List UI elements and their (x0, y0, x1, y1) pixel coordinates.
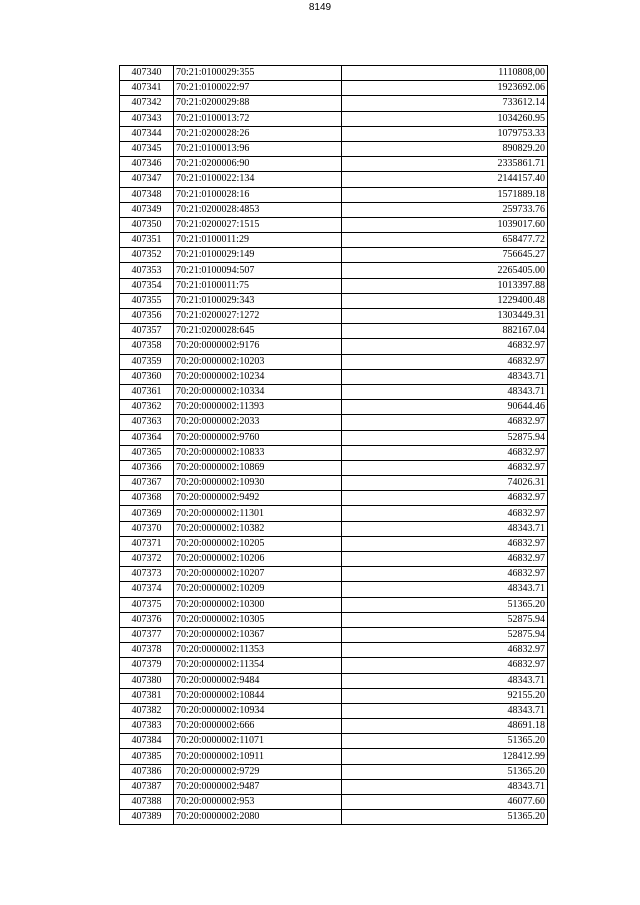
table-row (120, 536, 548, 551)
cadastral-value-cell: 46832.97 (342, 354, 548, 369)
cadastral-value-cell: 90644.46 (342, 400, 548, 415)
cadastral-number-cell: 70:21:0100029:343 (174, 293, 342, 308)
cadastral-value-cell: 51365.20 (342, 597, 548, 612)
row-number-cell: 407383 (120, 719, 174, 734)
row-number-cell: 407359 (120, 354, 174, 369)
table-row (120, 278, 548, 293)
row-number-cell: 407368 (120, 491, 174, 506)
table-row (120, 96, 548, 111)
row-number-cell: 407365 (120, 445, 174, 460)
table-row (120, 248, 548, 263)
cadastral-number-cell: 70:21:0100029:355 (174, 66, 342, 81)
row-number-cell: 407347 (120, 172, 174, 187)
cadastral-value-cell: 658477.72 (342, 233, 548, 248)
cadastral-number-cell: 70:20:0000002:10205 (174, 536, 342, 551)
cadastral-number-cell: 70:20:0000002:9176 (174, 339, 342, 354)
table-row (120, 202, 548, 217)
row-number-cell: 407353 (120, 263, 174, 278)
row-number-cell: 407348 (120, 187, 174, 202)
cadastral-value-cell: 46832.97 (342, 460, 548, 475)
cadastral-number-cell: 70:20:0000002:10367 (174, 627, 342, 642)
table-row (120, 384, 548, 399)
row-number-cell: 407381 (120, 688, 174, 703)
cadastral-number-cell: 70:21:0100011:75 (174, 278, 342, 293)
row-number-cell: 407340 (120, 66, 174, 81)
cadastral-number-cell: 70:21:0200027:1515 (174, 217, 342, 232)
row-number-cell: 407382 (120, 703, 174, 718)
row-number-cell: 407386 (120, 764, 174, 779)
row-number-cell: 407354 (120, 278, 174, 293)
row-number-cell: 407341 (120, 81, 174, 96)
cadastral-number-cell: 70:20:0000002:11071 (174, 734, 342, 749)
cadastral-number-cell: 70:21:0200027:1272 (174, 309, 342, 324)
cadastral-value-cell: 74026.31 (342, 476, 548, 491)
table-row (120, 627, 548, 642)
cadastral-number-cell: 70:20:0000002:10911 (174, 749, 342, 764)
row-number-cell: 407349 (120, 202, 174, 217)
cadastral-number-cell: 70:21:0200028:4853 (174, 202, 342, 217)
table-row (120, 66, 548, 81)
row-number-cell: 407385 (120, 749, 174, 764)
table-row (120, 293, 548, 308)
cadastral-number-cell: 70:20:0000002:10334 (174, 384, 342, 399)
cadastral-number-cell: 70:21:0100028:16 (174, 187, 342, 202)
table-row (120, 141, 548, 156)
table-row (120, 810, 548, 825)
cadastral-number-cell: 70:21:0200028:26 (174, 126, 342, 141)
cadastral-value-cell: 46832.97 (342, 567, 548, 582)
table-row (120, 506, 548, 521)
cadastral-number-cell: 70:20:0000002:10203 (174, 354, 342, 369)
table-row (120, 703, 548, 718)
cadastral-number-cell: 70:21:0100022:134 (174, 172, 342, 187)
cadastral-value-cell: 46832.97 (342, 445, 548, 460)
row-number-cell: 407357 (120, 324, 174, 339)
table-row (120, 491, 548, 506)
cadastral-number-cell: 70:21:0100013:96 (174, 141, 342, 156)
table-row (120, 172, 548, 187)
cadastral-number-cell: 70:20:0000002:2033 (174, 415, 342, 430)
cadastral-number-cell: 70:21:0100029:149 (174, 248, 342, 263)
row-number-cell: 407366 (120, 460, 174, 475)
cadastral-number-cell: 70:21:0100022:97 (174, 81, 342, 96)
cadastral-number-cell: 70:20:0000002:9492 (174, 491, 342, 506)
cadastral-number-cell: 70:21:0200006:90 (174, 157, 342, 172)
cadastral-value-cell: 733612.14 (342, 96, 548, 111)
table-row (120, 445, 548, 460)
cadastral-value-cell: 46832.97 (342, 536, 548, 551)
table-row (120, 217, 548, 232)
row-number-cell: 407388 (120, 795, 174, 810)
row-number-cell: 407372 (120, 552, 174, 567)
cadastral-value-cell: 52875.94 (342, 612, 548, 627)
table-row (120, 369, 548, 384)
cadastral-value-cell: 48343.71 (342, 779, 548, 794)
table-row (120, 749, 548, 764)
row-number-cell: 407370 (120, 521, 174, 536)
row-number-cell: 407362 (120, 400, 174, 415)
cadastral-number-cell: 70:20:0000002:11353 (174, 643, 342, 658)
row-number-cell: 407345 (120, 141, 174, 156)
table-row (120, 354, 548, 369)
table-row (120, 779, 548, 794)
cadastral-value-cell: 48343.71 (342, 703, 548, 718)
row-number-cell: 407374 (120, 582, 174, 597)
table-row (120, 111, 548, 126)
table-row (120, 582, 548, 597)
table-row (120, 764, 548, 779)
table-row (120, 415, 548, 430)
cadastral-number-cell: 70:21:0100013:72 (174, 111, 342, 126)
cadastral-value-cell: 1039017.60 (342, 217, 548, 232)
cadastral-number-cell: 70:20:0000002:10930 (174, 476, 342, 491)
cadastral-number-cell: 70:20:0000002:10305 (174, 612, 342, 627)
cadastral-value-cell: 48343.71 (342, 369, 548, 384)
table-body (120, 66, 548, 825)
row-number-cell: 407342 (120, 96, 174, 111)
cadastral-number-cell: 70:20:0000002:9760 (174, 430, 342, 445)
cadastral-number-cell: 70:20:0000002:10382 (174, 521, 342, 536)
table-row (120, 521, 548, 536)
cadastral-value-cell: 46832.97 (342, 506, 548, 521)
cadastral-number-cell: 70:20:0000002:10206 (174, 552, 342, 567)
cadastral-number-cell: 70:20:0000002:11393 (174, 400, 342, 415)
table-row (120, 688, 548, 703)
cadastral-number-cell: 70:20:0000002:953 (174, 795, 342, 810)
cadastral-number-cell: 70:20:0000002:9729 (174, 764, 342, 779)
cadastral-value-cell: 128412.99 (342, 749, 548, 764)
cadastral-value-cell: 48343.71 (342, 521, 548, 536)
cadastral-value-cell: 1229400.48 (342, 293, 548, 308)
page-number: 8149 (308, 2, 332, 13)
row-number-cell: 407361 (120, 384, 174, 399)
row-number-cell: 407380 (120, 673, 174, 688)
cadastral-number-cell: 70:20:0000002:10207 (174, 567, 342, 582)
row-number-cell: 407344 (120, 126, 174, 141)
cadastral-value-cell: 92155.20 (342, 688, 548, 703)
table-row (120, 263, 548, 278)
table-row (120, 126, 548, 141)
row-number-cell: 407371 (120, 536, 174, 551)
cadastral-value-cell: 890829.20 (342, 141, 548, 156)
cadastral-number-cell: 70:21:0100011:29 (174, 233, 342, 248)
row-number-cell: 407358 (120, 339, 174, 354)
cadastral-value-cell: 1110808,00 (342, 66, 548, 81)
row-number-cell: 407351 (120, 233, 174, 248)
table-row (120, 552, 548, 567)
cadastral-value-cell: 2265405.00 (342, 263, 548, 278)
cadastral-number-cell: 70:20:0000002:2080 (174, 810, 342, 825)
row-number-cell: 407389 (120, 810, 174, 825)
table-row (120, 734, 548, 749)
cadastral-number-cell: 70:21:0100094:507 (174, 263, 342, 278)
table-row (120, 719, 548, 734)
row-number-cell: 407355 (120, 293, 174, 308)
cadastral-number-cell: 70:20:0000002:10234 (174, 369, 342, 384)
cadastral-value-cell: 48343.71 (342, 673, 548, 688)
cadastral-value-cell: 1013397.88 (342, 278, 548, 293)
table-row (120, 567, 548, 582)
table-row (120, 324, 548, 339)
row-number-cell: 407378 (120, 643, 174, 658)
cadastral-value-cell: 52875.94 (342, 627, 548, 642)
row-number-cell: 407356 (120, 309, 174, 324)
table-row (120, 673, 548, 688)
row-number-cell: 407352 (120, 248, 174, 263)
row-number-cell: 407364 (120, 430, 174, 445)
cadastral-value-cell: 51365.20 (342, 764, 548, 779)
table-row (120, 658, 548, 673)
cadastral-value-cell: 1034260.95 (342, 111, 548, 126)
table-row (120, 157, 548, 172)
cadastral-value-cell: 46832.97 (342, 658, 548, 673)
row-number-cell: 407369 (120, 506, 174, 521)
cadastral-value-cell: 46832.97 (342, 491, 548, 506)
cadastral-number-cell: 70:20:0000002:9484 (174, 673, 342, 688)
table-row (120, 476, 548, 491)
cadastral-number-cell: 70:20:0000002:9487 (174, 779, 342, 794)
table-row (120, 643, 548, 658)
table-row (120, 430, 548, 445)
table-row (120, 597, 548, 612)
table-row (120, 309, 548, 324)
row-number-cell: 407375 (120, 597, 174, 612)
row-number-cell: 407384 (120, 734, 174, 749)
cadastral-number-cell: 70:20:0000002:10833 (174, 445, 342, 460)
cadastral-value-cell: 51365.20 (342, 734, 548, 749)
cadastral-number-cell: 70:20:0000002:666 (174, 719, 342, 734)
cadastral-number-cell: 70:20:0000002:10844 (174, 688, 342, 703)
cadastral-value-cell: 48691.18 (342, 719, 548, 734)
cadastral-number-cell: 70:20:0000002:10934 (174, 703, 342, 718)
cadastral-value-cell: 1571889.18 (342, 187, 548, 202)
cadastral-value-cell: 48343.71 (342, 582, 548, 597)
cadastral-value-cell: 756645.27 (342, 248, 548, 263)
table-row (120, 400, 548, 415)
cadastral-value-cell: 2144157.40 (342, 172, 548, 187)
table-row (120, 612, 548, 627)
cadastral-value-cell: 1303449.31 (342, 309, 548, 324)
row-number-cell: 407350 (120, 217, 174, 232)
row-number-cell: 407379 (120, 658, 174, 673)
cadastral-value-table (119, 65, 548, 825)
table-row (120, 187, 548, 202)
table-row (120, 233, 548, 248)
cadastral-value-cell: 46832.97 (342, 643, 548, 658)
cadastral-value-cell: 1079753.33 (342, 126, 548, 141)
row-number-cell: 407387 (120, 779, 174, 794)
cadastral-number-cell: 70:20:0000002:10869 (174, 460, 342, 475)
table-row (120, 339, 548, 354)
cadastral-value-cell: 46832.97 (342, 339, 548, 354)
row-number-cell: 407363 (120, 415, 174, 430)
cadastral-value-cell: 2335861.71 (342, 157, 548, 172)
table-row (120, 81, 548, 96)
cadastral-value-cell: 882167.04 (342, 324, 548, 339)
cadastral-value-cell: 46832.97 (342, 552, 548, 567)
cadastral-value-cell: 51365.20 (342, 810, 548, 825)
cadastral-value-cell: 259733.76 (342, 202, 548, 217)
cadastral-value-cell: 48343.71 (342, 384, 548, 399)
table-row (120, 795, 548, 810)
cadastral-value-cell: 46832.97 (342, 415, 548, 430)
row-number-cell: 407373 (120, 567, 174, 582)
row-number-cell: 407346 (120, 157, 174, 172)
cadastral-value-cell: 46077.60 (342, 795, 548, 810)
row-number-cell: 407377 (120, 627, 174, 642)
cadastral-number-cell: 70:21:0200029:88 (174, 96, 342, 111)
row-number-cell: 407343 (120, 111, 174, 126)
cadastral-value-cell: 52875.94 (342, 430, 548, 445)
row-number-cell: 407376 (120, 612, 174, 627)
cadastral-number-cell: 70:20:0000002:10209 (174, 582, 342, 597)
table-row (120, 460, 548, 475)
row-number-cell: 407360 (120, 369, 174, 384)
cadastral-number-cell: 70:20:0000002:10300 (174, 597, 342, 612)
cadastral-number-cell: 70:20:0000002:11301 (174, 506, 342, 521)
row-number-cell: 407367 (120, 476, 174, 491)
cadastral-number-cell: 70:20:0000002:11354 (174, 658, 342, 673)
cadastral-number-cell: 70:21:0200028:645 (174, 324, 342, 339)
cadastral-value-cell: 1923692.06 (342, 81, 548, 96)
